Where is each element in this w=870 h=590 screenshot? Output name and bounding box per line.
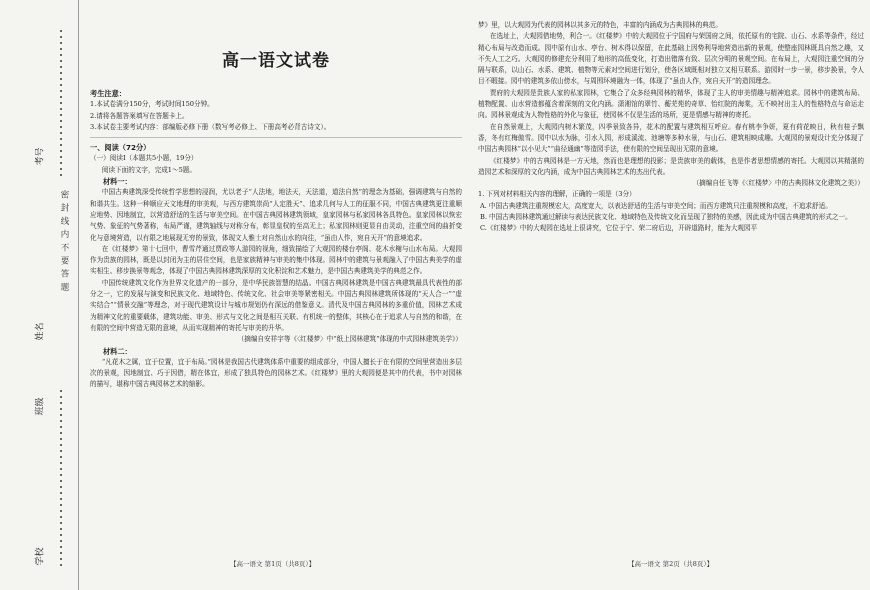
option-a: A. 中国古典建筑注重规模宏大，高度宽大，以表达舒适的生活与审美空间；而西方建筑只注重规模和高度，不追求舒适。 (479, 201, 832, 210)
exam-number-label: 考号 (35, 147, 46, 166)
paragraph: 中国古典建筑深受传统哲学思想的浸润，尤以老子“人法地，地法天，天法道，道法自然”的理念为基础，强调建筑与自然的和谐共生。这种一种顺应天文地理的审美观，与西方建筑崇尚“人定胜天”、追求几何与人工的征服不同，中国古典建筑更注重顺应地势、因地制宜，以营造舒适的生活与审美空间。在中国古典园林建筑领域，皇家园林与私家园林各具特色。皇家园林以恢宏气势、象征的气势著称，布局严谨，建筑轴线与对称分布，彰显皇权的至高无上；私家园林则更显自由灵动，注重空间的曲折变化与意境营造，以有限之地展现无穷的景致，体现文人雅士对自然山水的向往，“虽由人作，宛自天开”的意境追求。 (90, 188, 462, 242)
left-page (90, 20, 462, 576)
material-1-heading: 材料一： (102, 177, 132, 187)
divider (90, 137, 462, 138)
paragraph: “凡花木之属，宜于位置，宜于布局。”园林是我国古代建筑体系中重要的组成部分，中国人擅长于在有限的空间里营造出多层次的景观，因地制宜、巧于因借，精在体宜，形成了独具特色的园林艺术。《红楼梦》里的大观园便是其中的代表，书中对园林的描写，堪称中国古典园林艺术的缩影。 (90, 357, 462, 389)
paragraph: 中国传统建筑文化作为世界文化遗产的一部分，是中华民族智慧的结晶。中国古典园林建筑是中国古典建筑最具代表性的部分之一，它的发展与演变和民族文化、地域特色、传统文化、社会审美等紧密相关。中国古典园林建筑所体现的“天人合一”“虚实结合”“情景交融”等理念，对于现代建筑设计与城市规划仍有深远的借鉴意义。清代及中国古典园林的多重价值，园林艺术成为精神文化的重要载体，建筑功能、审美、形式与文化之间是相互关联、有机统一的整体，其核心在于追求人与自然的和谐，在有限的空间中营造无限的意境，从而实现精神的寄托与审美的升华。 (90, 278, 462, 332)
paragraph: 梦》里，以大观园为代表的园林以其多元的特色，丰富的内涵成为古典园林的典范。 (478, 21, 722, 29)
binding-margin (0, 0, 79, 590)
source-citation: （摘编自任飞等《〈红楼梦〉中的古典园林文化建筑之美》） (692, 179, 864, 188)
seal-dotted-line-top (60, 30, 62, 180)
notice-item: 2.请将各题答案填写在答题卡上。 (90, 111, 189, 120)
seal-line-text: 密 封 线 内 不 要 答 题 (59, 190, 69, 292)
instruction: 阅读下面的文字，完成1～5题。 (101, 165, 196, 174)
question-1: 1. 下列对材料相关内容的理解，正确的一项是（3分） (478, 190, 636, 199)
section-heading: 一、阅读（72分） (90, 143, 151, 153)
material-2-heading: 材料二： (102, 346, 132, 356)
right-page (478, 20, 864, 576)
option-b: B. 中国古典园林建筑通过解读与表达民族文化、地域特色及传统文化而呈现了独特的美感，因此成为中国古典建筑的形式之一。 (479, 213, 852, 222)
exam-title: 高一语文试卷 (222, 51, 330, 71)
paragraph: 在选址上，大观园借地势，利合一。《红楼梦》中的大观园位于宁国府与荣国府之间，依托原有的宅院、山石、水系等条件，经过精心布局与改造而成。园中原有山水、亭台、树木得以保留，在此基础上因势利导地营造出新的景观，使整座园林既具自然之趣，又不失人工之巧。大观园的修建充分利用了地形的高低变化，打造出错落有致、层次分明的景观空间。在布局上，大观园注重空间的分隔与联系，以山石、水系、建筑、植物等元素对空间进行划分，使各区域既相对独立又相互联系。游园时一步一景，移步换景，令人目不暇接。园中的建筑多依山傍水，与周围环境融为一体，体现了“虽由人作，宛自天开”的造园理念。 (478, 32, 864, 86)
paragraph: 《红楼梦》中的古典园林是一方天地，然而也是理想的投影；是贵族审美的载体，也是作者思想情感的寄托。大观园以其精湛的造园艺术和深厚的文化内涵，成为中国古典园林艺术的杰出代表。 (478, 156, 864, 176)
class-label: 班级 (35, 397, 46, 416)
name-label: 姓名 (35, 322, 46, 341)
subsection-heading: （一）阅读Ⅰ（本题共5小题，19分） (90, 154, 198, 163)
source-citation: （摘编自安祥宇等《〈红楼梦〉中“纸上园林建筑”体现的中式园林建筑美学》） (237, 335, 462, 344)
notice-title: 考生注意： (90, 89, 126, 98)
paragraph: 在自然景观上，大观园内树木繁茂，四季景致各异，花木的配置与建筑相互呼应。春有桃李争妍，夏有荷花映日，秋有桂子飘香，冬有红梅傲雪。园中以水为脉，引水入园，形成溪流、池塘等多种水景，与山石、建筑相映成趣。大观园的景观设计充分体现了中国古典园林“以小见大”“曲径通幽”等造园手法，使有限的空间呈现出无限的意境。 (478, 122, 864, 154)
paragraph: 贾府的大观园是贵族人家的私家园林，它集合了众多经典园林的精华，体现了主人的审美情趣与精神追求。园林中的建筑布局、植物配置、山水营造都蕴含着深刻的文化内涵。潇湘馆的翠竹、蘅芜苑的奇草、怡红院的海棠，无不映衬出主人的性格特点与命运走向。园林景观成为人物性格的外化与象征，使园林不仅是生活的场所，更是情感与精神的寄托。 (478, 88, 864, 120)
notice-item: 1.本试卷满分150分，考试时间150分钟。 (90, 100, 214, 109)
page-footer: 【高一语文 第2页（共8页）】 (628, 559, 714, 568)
notice-item: 3.本试卷主要考试内容：部编版必修下册（数写考必修上、下册高考必背古诗文）。 (90, 122, 331, 131)
page-footer: 【高一语文 第1页（共8页）】 (230, 559, 316, 568)
option-c: C.《红楼梦》中的大观园在选址上很讲究，它位于宁、荣二府后边，开辟道路时，能为大观园平 (479, 224, 758, 233)
seal-dotted-line-bottom (60, 390, 62, 570)
paragraph: 在《红楼梦》第十七回中，曹雪芹通过贾政等人游园的视角，细致描绘了大观园的楼台亭阁、花木水榭与山水布局。大观园作为贵族的园林，既是以封闭为主的居住空间，也是家族精神与审美的集中体现。园林中的建筑与景观融入了中国古典美学的虚实相生、移步换景等观念，体现了中国古典园林建筑深厚的文化积淀和艺术魅力，是中国古典建筑美学的典范之作。 (90, 244, 462, 276)
school-label: 学校 (35, 547, 46, 566)
